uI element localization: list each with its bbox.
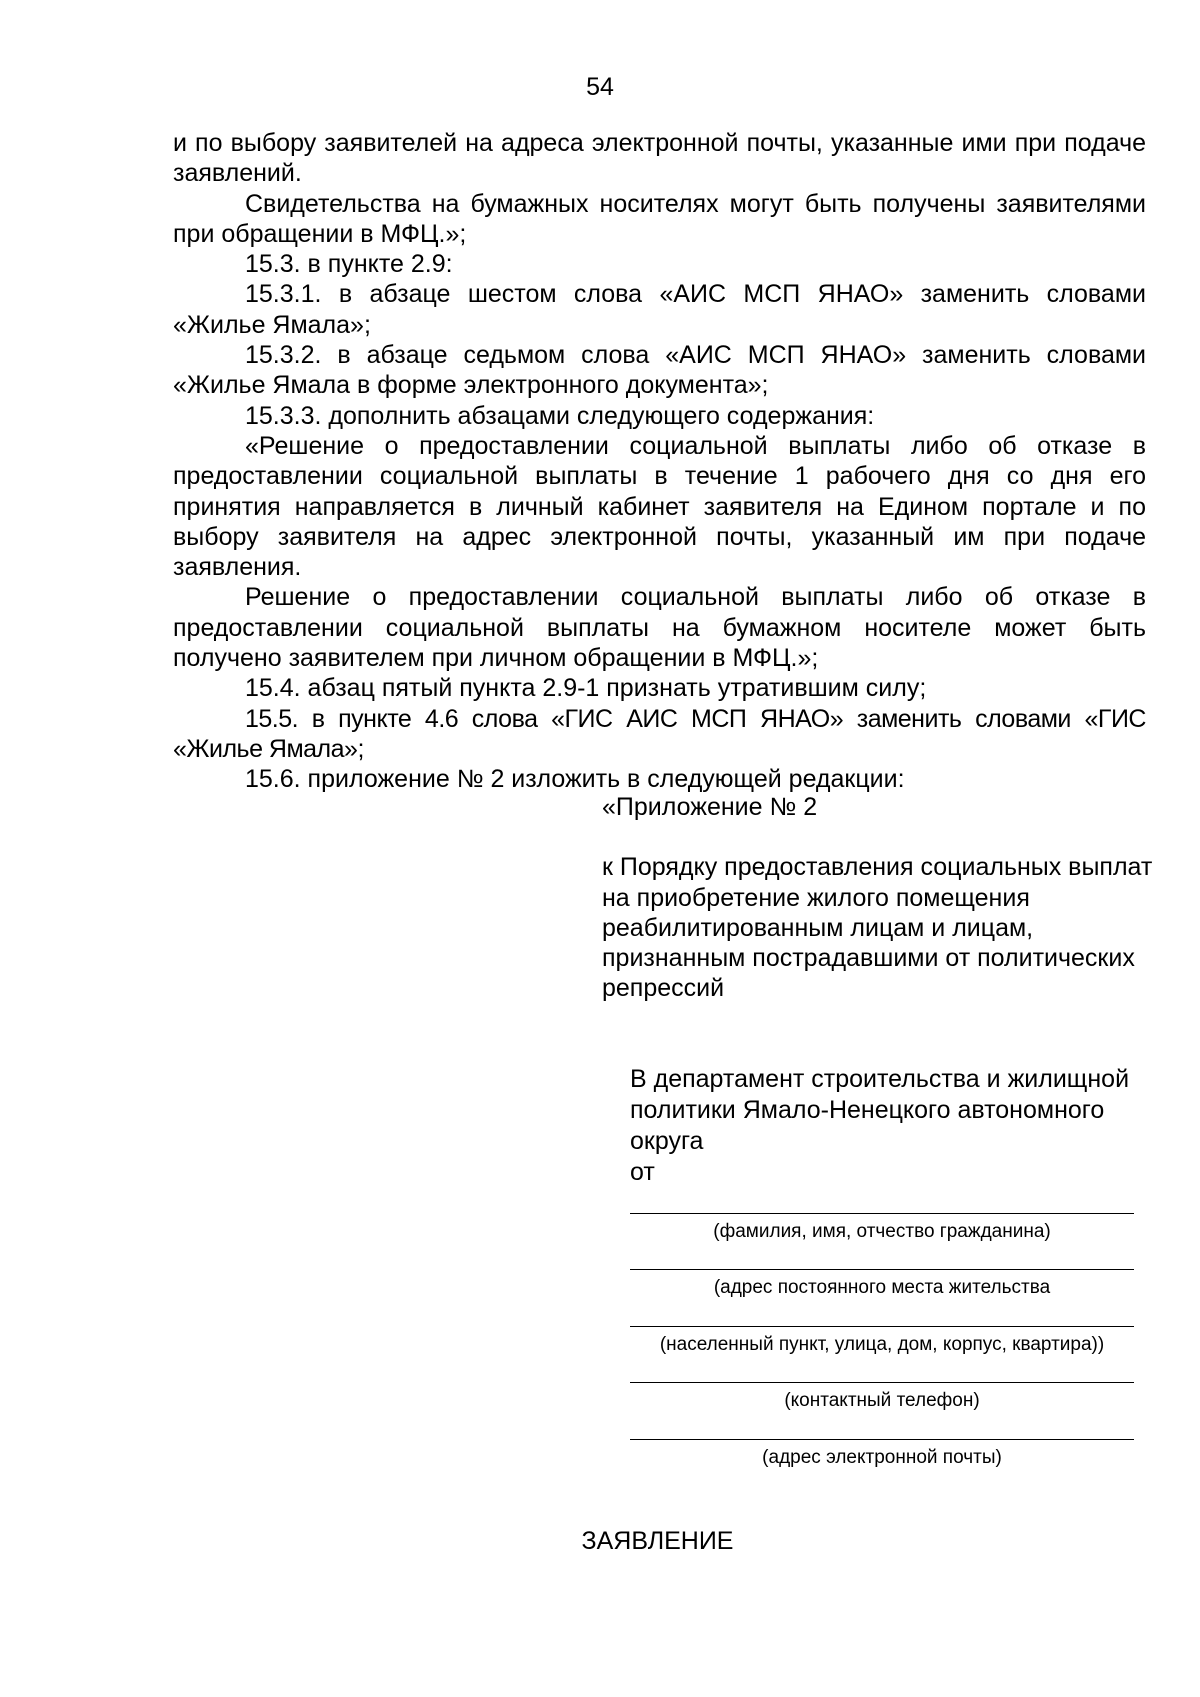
field-hint: (фамилия, имя, отчество гражданина) <box>713 1221 1051 1242</box>
page-number: 54 <box>586 73 614 101</box>
fill-line <box>630 1326 1134 1327</box>
fill-line <box>630 1382 1134 1383</box>
field-hint: (адрес электронной почты) <box>762 1447 1002 1468</box>
fill-line <box>630 1213 1134 1214</box>
fio-field <box>630 1213 1134 1244</box>
appendix-title: «Приложение № 2 <box>602 793 818 821</box>
paragraph: 15.3.3. дополнить абзацами следующего содержания: <box>245 401 875 430</box>
paragraph: «Решение о предоставлении социальной выплаты либо об отказе в предоставлении социальной выплаты в течение 1 рабочего дня со дня его принятия направляется в личный кабинет заявителя на Едином портале и по выбору заявителя на адрес электронной почты, указанный им при подаче заявления. <box>173 431 1146 582</box>
phone-field <box>630 1382 1134 1413</box>
locality-field <box>630 1326 1134 1357</box>
paragraph: Свидетельства на бумажных носителях могут быть получены заявителями при обращении в МФЦ.»; <box>173 189 1146 248</box>
appendix-subtitle: к Порядку предоставления социальных выплат на приобретение жилого помещения реабилитированным лицам и лицам, признанным пострадавшими от политических репрессий <box>602 853 1153 1003</box>
paragraph: 15.3.1. в абзаце шестом слова «АИС МСП ЯНАО» заменить словами «Жилье Ямала»; <box>173 280 1146 339</box>
paragraph: 15.4. абзац пятый пункта 2.9-1 признать утратившим силу; <box>245 674 927 703</box>
paragraph: 15.5. в пункте 4.6 слова «ГИС АИС МСП ЯНАО» заменить словами «ГИС «Жилье Ямала»; <box>173 704 1146 763</box>
appendix-heading <box>602 792 1162 1004</box>
fill-line <box>630 1439 1134 1440</box>
body-text <box>173 128 1146 795</box>
field-hint: (контактный телефон) <box>784 1390 980 1411</box>
paragraph: 15.3. в пункте 2.9: <box>245 250 453 279</box>
statement-title: ЗАЯВЛЕНИЕ <box>581 1527 734 1555</box>
paragraph: 15.6. приложение № 2 изложить в следующей редакции: <box>245 765 905 794</box>
fill-line <box>630 1269 1134 1270</box>
paragraph: Решение о предоставлении социальной выплаты либо об отказе в предоставлении социальной выплаты на бумажном носителе может быть получено заявителем при личном обращении в МФЦ.»; <box>173 583 1146 673</box>
field-hint: (адрес постоянного места жительства <box>713 1277 1051 1298</box>
addressee-block <box>630 1064 1150 1188</box>
addressee-to: В департамент строительства и жилищной политики Ямало-Ненецкого автономного округа <box>630 1065 1130 1155</box>
paragraph: и по выбору заявителей на адреса электронной почты, указанные ими при подаче заявлений. <box>173 129 1146 188</box>
addressee-from: от <box>630 1158 655 1186</box>
email-field <box>630 1439 1134 1470</box>
address-field <box>630 1269 1134 1300</box>
paragraph: 15.3.2. в абзаце седьмом слова «АИС МСП ЯНАО» заменить словами «Жилье Ямала в форме электронного документа»; <box>173 341 1146 400</box>
field-hint: (населенный пункт, улица, дом, корпус, квартира)) <box>659 1334 1105 1355</box>
